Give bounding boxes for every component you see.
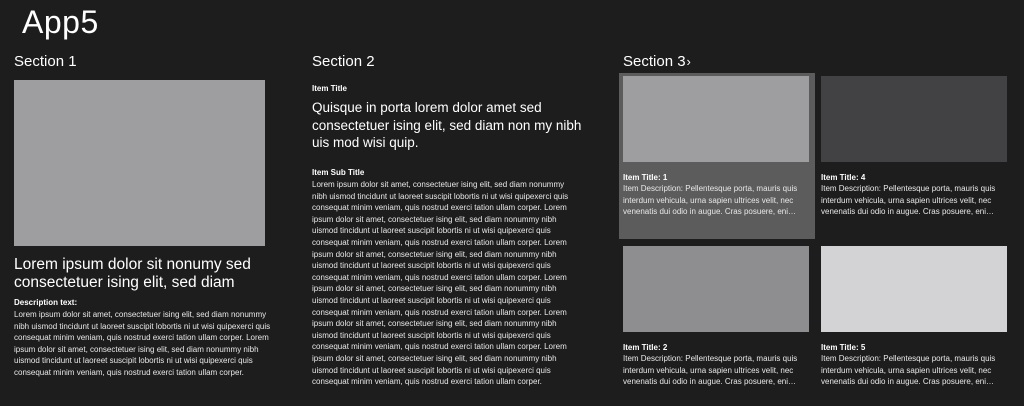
- section-3-header-label: Section 3: [623, 53, 686, 70]
- section-1-description-label: Description text:: [14, 298, 78, 307]
- section-2-item-title: Item Title: [312, 84, 347, 93]
- section-3-tile-item-4[interactable]: [817, 73, 1013, 239]
- tile-thumbnail: [821, 246, 1007, 332]
- tile-thumbnail: [821, 76, 1007, 162]
- section-1-description-body: Lorem ipsum dolor sit amet, consectetuer ising elit, sed diam nonummy nibh uismod tincidunt ut laoreet suscipit lobortis ni ut wisi quipexerci quis consequat minim veniam, quis nostrud exerci tation ullam corper. Lorem ipsum dolor sit amet, consectetuer ising elit, sed diam nonummy nibh uismod tincidunt ut laoreet suscipit lobortis ni ut wisi quipexerci quis consequat minim veniam, quis nostrud exerci tation ullam corper.: [14, 310, 271, 377]
- section-2-item-subtitle-label: Item Sub Title: [312, 168, 365, 177]
- tile-thumbnail: [623, 76, 809, 162]
- section-1-hero-title: Lorem ipsum dolor sit nonumy sed consectetuer ising elit, sed diam: [14, 256, 251, 291]
- chevron-right-icon: ›: [686, 54, 691, 69]
- section-2-item-subtitle-large: Quisque in porta lorem dolor amet sed consectetuer ising elit, sed diam non my nibh uis mod wisi quip.: [312, 100, 582, 150]
- tile-description: Item Description: Pellentesque porta, mauris quis interdum vehicula, urna sapien ultrices velit, nec venenatis dui odio in augue. Cras posuere, eni…: [821, 354, 996, 387]
- tile-description: Item Description: Pellentesque porta, mauris quis interdum vehicula, urna sapien ultrices velit, nec venenatis dui odio in augue. Cras posuere, eni…: [623, 184, 798, 217]
- app-title: App5: [22, 4, 99, 40]
- section-2-item-body: Lorem ipsum dolor sit amet, consectetuer ising elit, sed diam nonummy nibh uismod tincidunt ut laoreet suscipit lobortis ni ut wisi quipexerci quis consequat minim veniam, quis nostrud exerci tation ullam corper. Lorem ipsum dolor sit amet, consectetuer ising elit, sed diam nonummy nibh uismod tincidunt ut laoreet suscipit lobortis ni ut wisi quipexerci quis consequat minim veniam, quis nostrud exerci tation ullam corper. Lorem ipsum dolor sit amet, consectetuer ising elit, sed diam nonummy nibh uismod tincidunt ut laoreet suscipit lobortis ni ut wisi quipexerci quis consequat minim veniam, quis nostrud exerci tation ullam corper. Lorem ipsum dolor sit amet, consectetuer ising elit, sed diam nonummy nibh uismod tincidunt ut laoreet suscipit lobortis ni ut wisi quipexerci quis consequat minim veniam, quis nostrud exerci tation ullam corper. Lorem ipsum dolor sit amet, consectetuer ising elit, sed diam nonummy nibh uismod tincidunt ut laoreet suscipit lobortis ni ut wisi quipexerci quis consequat minim veniam, quis nostrud exerci tation ullam corper. Lorem ipsum dolor sit amet, consectetuer ising elit, sed diam nonummy nibh uismod tincidunt ut laoreet suscipit lobortis ni ut wisi quipexerci quis consequat minim veniam, quis nostrud exerci tation ullam corper.: [312, 180, 569, 387]
- tile-description: Item Description: Pellentesque porta, mauris quis interdum vehicula, urna sapien ultrices velit, nec venenatis dui odio in augue. Cras posuere, eni…: [821, 184, 996, 217]
- section-2-header[interactable]: Section 2: [312, 53, 375, 70]
- section-3-tile-item-5[interactable]: [817, 243, 1013, 406]
- section-1-header[interactable]: Section 1: [14, 53, 77, 70]
- tile-thumbnail: [623, 246, 809, 332]
- section-3-header[interactable]: [623, 52, 691, 72]
- tile-title: Item Title: 4: [821, 173, 866, 182]
- tile-title: Item Title: 5: [821, 343, 866, 352]
- tile-description: Item Description: Pellentesque porta, mauris quis interdum vehicula, urna sapien ultrices velit, nec venenatis dui odio in augue. Cras posuere, eni…: [623, 354, 798, 387]
- section-3-tile-item-2[interactable]: [619, 243, 815, 406]
- section-3-tile-item-1[interactable]: [619, 73, 815, 239]
- section-1-hero-image[interactable]: [14, 80, 265, 246]
- tile-title: Item Title: 2: [623, 343, 668, 352]
- tile-title: Item Title: 1: [623, 173, 668, 182]
